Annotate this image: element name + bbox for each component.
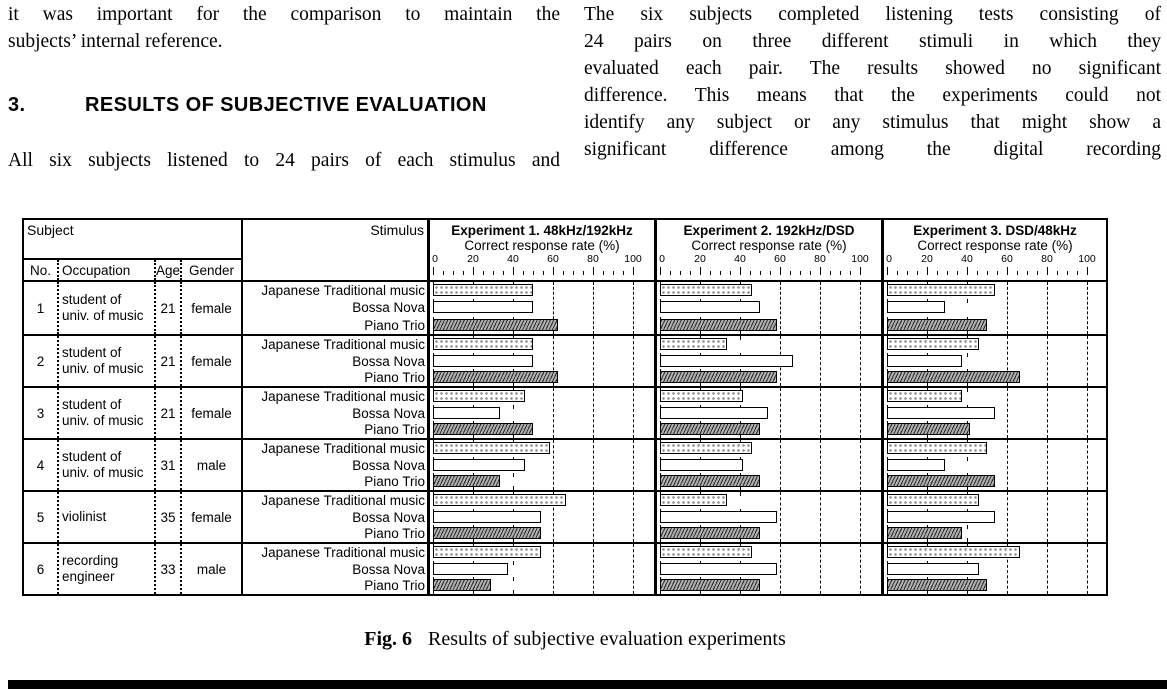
gridline-tick: [967, 299, 968, 303]
axis-tick-label: 100: [624, 253, 642, 265]
gridline-tick: [513, 486, 514, 490]
chart-lane: [657, 492, 881, 509]
stimulus-cell: [243, 336, 430, 386]
chart-lane: [657, 369, 881, 386]
experiment-3-axis-ruler: [884, 267, 1106, 275]
chart-lane: [430, 509, 654, 526]
left-column-paragraph: [8, 1, 560, 55]
subject-subheader: [24, 258, 241, 280]
chart-lane: [657, 336, 881, 353]
figure-caption-text: Results of subjective evaluation experiments: [428, 628, 786, 650]
chart-lane: [657, 405, 881, 422]
experiment-1-header: [430, 220, 657, 280]
experiment-3-title: Experiment 3. DSD/48kHz: [913, 223, 1077, 238]
subject-cells: [24, 440, 243, 490]
bar-piano-trio: [660, 319, 777, 331]
subject-gender: female: [180, 492, 241, 542]
bar-bossa-nova: [433, 355, 533, 367]
bar-piano-trio: [660, 371, 777, 383]
chart-lane: [884, 353, 1106, 370]
bar-japanese-traditional-music: [433, 494, 566, 506]
experiment-2-header: [657, 220, 884, 280]
chart-cell-experiment-2: [657, 440, 884, 490]
bar-japanese-traditional-music: [887, 390, 962, 402]
subject-no: 6: [36, 561, 45, 577]
stimulus-label: Bossa Nova: [352, 353, 425, 369]
axis-tick-label: 80: [1041, 253, 1053, 265]
stimulus-label: Piano Trio: [364, 422, 425, 438]
chart-cell-experiment-1: [430, 336, 657, 386]
bar-bossa-nova: [660, 407, 768, 419]
chart-lane: [657, 509, 881, 526]
bar-bossa-nova: [887, 301, 945, 313]
chart-lane: [884, 388, 1106, 405]
chart-lane: [884, 509, 1106, 526]
gridline-tick: [967, 388, 968, 392]
stimulus-label: Bossa Nova: [352, 405, 425, 421]
figure-body: [24, 282, 1106, 594]
gridline-tick: [513, 405, 514, 409]
axis-tick-label: 40: [507, 253, 519, 265]
column-header-no: No.: [29, 262, 51, 278]
chart-cell-experiment-2: [657, 388, 884, 438]
axis-tick-label: 60: [1001, 253, 1013, 265]
chart-lane: [430, 457, 654, 474]
chart-lane: [430, 369, 654, 386]
axis-tick-label: 20: [694, 253, 706, 265]
chart-lane: [430, 353, 654, 370]
chart-lane: [884, 299, 1106, 316]
experiment-3-axis: [884, 253, 1106, 267]
axis-tick-label: 80: [587, 253, 599, 265]
chart-lane: [430, 299, 654, 316]
chart-cell-experiment-1: [430, 440, 657, 490]
chart-lane: [430, 492, 654, 509]
chart-lane: [430, 336, 654, 353]
figure-caption: [0, 628, 1150, 651]
axis-tick-label: 0: [432, 253, 438, 265]
subject-age: 21: [154, 282, 180, 334]
stimulus-label: Piano Trio: [364, 526, 425, 542]
chart-lane: [884, 525, 1106, 542]
gridline-tick: [967, 525, 968, 529]
stimulus-label: Japanese Traditional music: [261, 388, 425, 404]
stimulus-label: Japanese Traditional music: [261, 440, 425, 456]
chart-lane: [884, 369, 1106, 386]
chart-lane: [657, 421, 881, 438]
chart-lane: [657, 473, 881, 490]
chart-cell-experiment-1: [430, 388, 657, 438]
subject-gender: female: [180, 282, 241, 334]
bar-piano-trio: [660, 527, 760, 539]
chart-lane: [657, 282, 881, 299]
bar-japanese-traditional-music: [433, 442, 550, 454]
bar-japanese-traditional-music: [887, 494, 979, 506]
subject-cells: [24, 336, 243, 386]
chart-lane: [430, 440, 654, 457]
stimulus-label: Japanese Traditional music: [261, 544, 425, 560]
stimulus-cell: [243, 282, 430, 334]
bar-japanese-traditional-music: [660, 284, 752, 296]
chart-lane: [884, 492, 1106, 509]
column-header-gender: Gender: [180, 260, 241, 280]
figure-caption-label: Fig. 6: [364, 628, 413, 650]
chart-lane: [657, 525, 881, 542]
text-line: subjects’ internal reference.: [8, 31, 223, 52]
subject-occupation: student of univ. of music: [57, 336, 154, 386]
subject-gender: male: [180, 440, 241, 490]
stimulus-label: Japanese Traditional music: [261, 283, 425, 299]
bar-japanese-traditional-music: [433, 546, 541, 558]
chart-lane: [884, 544, 1106, 561]
bar-japanese-traditional-music: [660, 494, 727, 506]
figure-table: [22, 218, 1108, 596]
stimulus-header-cell: Stimulus: [243, 220, 430, 280]
chart-lane: [884, 405, 1106, 422]
subject-no: 3: [36, 405, 45, 421]
chart-lane: [430, 577, 654, 594]
chart-cell-experiment-2: [657, 336, 884, 386]
gridline-tick: [513, 473, 514, 477]
page-footer-rule: [8, 680, 1167, 689]
bar-japanese-traditional-music: [433, 390, 525, 402]
experiment-3-subtitle: Correct response rate (%): [917, 238, 1073, 253]
subject-occupation: violinist: [57, 492, 154, 542]
gridline-tick: [740, 492, 741, 496]
bar-bossa-nova: [433, 407, 500, 419]
subject-row: [24, 386, 1106, 438]
chart-lane: [430, 544, 654, 561]
stimulus-cell: [243, 492, 430, 542]
chart-cell-experiment-1: [430, 492, 657, 542]
subject-cells: [24, 388, 243, 438]
subject-row: [24, 334, 1106, 386]
subject-age: 33: [154, 544, 180, 594]
gridline-tick: [740, 336, 741, 340]
bar-piano-trio: [660, 579, 760, 591]
chart-lane: [884, 421, 1106, 438]
axis-tick-label: 20: [921, 253, 933, 265]
stimulus-label: Piano Trio: [364, 317, 425, 333]
bar-japanese-traditional-music: [433, 338, 533, 350]
chart-lane: [657, 299, 881, 316]
bar-piano-trio: [887, 579, 987, 591]
experiment-3-header: [884, 220, 1106, 280]
section-title: RESULTS OF SUBJECTIVE EVALUATION: [85, 94, 487, 116]
bar-japanese-traditional-music: [887, 442, 987, 454]
left-column-paragraph-2: [8, 147, 560, 174]
chart-lane: [430, 421, 654, 438]
bar-japanese-traditional-music: [887, 284, 995, 296]
subject-cells: [24, 282, 243, 334]
axis-tick-label: 100: [1078, 253, 1096, 265]
experiment-2-title: Experiment 2. 192kHz/DSD: [683, 223, 855, 238]
stimulus-label: Piano Trio: [364, 578, 425, 594]
bar-piano-trio: [433, 475, 500, 487]
bar-piano-trio: [433, 371, 558, 383]
chart-cell-experiment-2: [657, 282, 884, 334]
bar-bossa-nova: [433, 301, 533, 313]
axis-tick-label: 0: [659, 253, 665, 265]
bar-bossa-nova: [433, 511, 541, 523]
table-header: [24, 220, 1106, 282]
subject-no: 4: [36, 457, 45, 473]
axis-tick-label: 80: [814, 253, 826, 265]
section-heading: [8, 94, 560, 117]
chart-lane: [884, 473, 1106, 490]
bar-bossa-nova: [887, 511, 995, 523]
chart-lane: [884, 336, 1106, 353]
column-header-occupation: Occupation: [57, 260, 154, 280]
right-column-paragraph: [584, 1, 1161, 163]
gridline-tick: [513, 590, 514, 594]
chart-lane: [657, 561, 881, 578]
axis-tick-label: 40: [734, 253, 746, 265]
subject-header-label: Subject: [27, 222, 74, 238]
text-line: evaluated each pair. The results showed no significant: [584, 58, 1161, 79]
subject-header-cell: [24, 220, 243, 280]
bar-piano-trio: [433, 423, 533, 435]
bar-piano-trio: [660, 423, 760, 435]
bar-bossa-nova: [433, 563, 508, 575]
chart-lane: [657, 457, 881, 474]
chart-cell-experiment-2: [657, 544, 884, 594]
bar-bossa-nova: [660, 511, 777, 523]
subject-age: 35: [154, 492, 180, 542]
gridline-tick: [967, 538, 968, 542]
gridline-tick: [513, 577, 514, 581]
bar-japanese-traditional-music: [660, 390, 743, 402]
chart-lane: [430, 405, 654, 422]
bar-bossa-nova: [887, 407, 995, 419]
chart-lane: [430, 525, 654, 542]
stimulus-label: Piano Trio: [364, 370, 425, 386]
chart-lane: [884, 317, 1106, 334]
chart-cell-experiment-3: [884, 282, 1106, 334]
bar-bossa-nova: [887, 563, 979, 575]
bar-piano-trio: [887, 475, 995, 487]
text-line: 24 pairs on three different stimuli in which they: [584, 31, 1161, 52]
experiment-1-axis: [430, 253, 654, 267]
chart-lane: [430, 388, 654, 405]
chart-lane: [884, 282, 1106, 299]
experiment-1-title: Experiment 1. 48kHz/192kHz: [451, 223, 633, 238]
section-number: 3.: [8, 94, 26, 116]
stimulus-label: Bossa Nova: [352, 509, 425, 525]
subject-occupation: student of univ. of music: [57, 388, 154, 438]
text-line: difference. This means that the experiments could not: [584, 85, 1161, 106]
bar-piano-trio: [887, 319, 987, 331]
bar-bossa-nova: [887, 355, 962, 367]
bar-piano-trio: [433, 319, 558, 331]
text-line: All six subjects listened to 24 pairs of each stimulus and: [8, 150, 560, 171]
chart-lane: [430, 473, 654, 490]
subject-row: [24, 542, 1106, 594]
chart-lane: [430, 561, 654, 578]
bar-piano-trio: [433, 579, 491, 591]
column-header-age: Age: [154, 260, 180, 280]
subject-row: [24, 438, 1106, 490]
subject-age: 31: [154, 440, 180, 490]
subject-occupation: recording engineer: [57, 544, 154, 594]
chart-lane: [430, 317, 654, 334]
chart-cell-experiment-3: [884, 336, 1106, 386]
subject-cells: [24, 544, 243, 594]
stimulus-label: Japanese Traditional music: [261, 336, 425, 352]
bar-piano-trio: [433, 527, 541, 539]
axis-tick-label: 40: [961, 253, 973, 265]
subject-row: [24, 490, 1106, 542]
axis-tick-label: 0: [886, 253, 892, 265]
chart-cell-experiment-3: [884, 544, 1106, 594]
text-line: The six subjects completed listening tests consisting of: [584, 4, 1161, 25]
text-line: significant difference among the digital recording: [584, 139, 1161, 160]
bar-japanese-traditional-music: [660, 546, 752, 558]
bar-piano-trio: [887, 527, 962, 539]
chart-cell-experiment-3: [884, 492, 1106, 542]
chart-cell-experiment-1: [430, 282, 657, 334]
chart-lane: [884, 440, 1106, 457]
chart-lane: [657, 577, 881, 594]
subject-no: 5: [36, 509, 45, 525]
chart-lane: [884, 457, 1106, 474]
axis-tick-label: 60: [774, 253, 786, 265]
subject-gender: male: [180, 544, 241, 594]
axis-tick-label: 60: [547, 253, 559, 265]
bar-japanese-traditional-music: [660, 442, 752, 454]
bar-bossa-nova: [660, 459, 743, 471]
bar-piano-trio: [887, 423, 970, 435]
subject-no: 2: [36, 353, 45, 369]
bar-bossa-nova: [887, 459, 945, 471]
experiment-1-axis-ruler: [430, 267, 654, 275]
experiment-2-subtitle: Correct response rate (%): [691, 238, 847, 253]
subject-age: 21: [154, 388, 180, 438]
experiment-1-subtitle: Correct response rate (%): [464, 238, 620, 253]
text-line: identify any subject or any stimulus that might show a: [584, 112, 1161, 133]
stimulus-label: Bossa Nova: [352, 561, 425, 577]
chart-lane: [657, 353, 881, 370]
bar-bossa-nova: [660, 355, 793, 367]
bar-japanese-traditional-music: [887, 338, 979, 350]
chart-lane: [430, 282, 654, 299]
subject-age: 21: [154, 336, 180, 386]
chart-lane: [657, 317, 881, 334]
chart-cell-experiment-1: [430, 544, 657, 594]
axis-tick-label: 20: [467, 253, 479, 265]
bar-piano-trio: [660, 475, 760, 487]
stimulus-cell: [243, 544, 430, 594]
subject-cells: [24, 492, 243, 542]
subject-occupation: student of univ. of music: [57, 440, 154, 490]
stimulus-label: Japanese Traditional music: [261, 492, 425, 508]
subject-gender: female: [180, 336, 241, 386]
stimulus-label: Bossa Nova: [352, 457, 425, 473]
bar-japanese-traditional-music: [433, 284, 533, 296]
bar-bossa-nova: [660, 301, 760, 313]
bar-japanese-traditional-music: [660, 338, 727, 350]
chart-cell-experiment-3: [884, 388, 1106, 438]
axis-tick-label: 100: [851, 253, 869, 265]
chart-lane: [884, 577, 1106, 594]
stimulus-label: Bossa Nova: [352, 300, 425, 316]
chart-lane: [657, 440, 881, 457]
text-line: it was important for the comparison to maintain the: [8, 4, 560, 25]
gridline-tick: [967, 457, 968, 461]
chart-lane: [657, 388, 881, 405]
bar-bossa-nova: [433, 459, 525, 471]
bar-bossa-nova: [660, 563, 777, 575]
bar-japanese-traditional-music: [887, 546, 1020, 558]
chart-lane: [657, 544, 881, 561]
subject-gender: female: [180, 388, 241, 438]
experiment-2-axis: [657, 253, 881, 267]
subject-occupation: student of univ. of music: [57, 282, 154, 334]
stimulus-cell: [243, 388, 430, 438]
chart-lane: [884, 561, 1106, 578]
gridline-tick: [967, 353, 968, 357]
bar-piano-trio: [887, 371, 1020, 383]
chart-cell-experiment-2: [657, 492, 884, 542]
chart-cell-experiment-3: [884, 440, 1106, 490]
subject-no: 1: [36, 300, 45, 316]
subject-row: [24, 282, 1106, 334]
experiment-2-axis-ruler: [657, 267, 881, 275]
gridline-tick: [513, 561, 514, 565]
stimulus-label: Piano Trio: [364, 474, 425, 490]
stimulus-cell: [243, 440, 430, 490]
